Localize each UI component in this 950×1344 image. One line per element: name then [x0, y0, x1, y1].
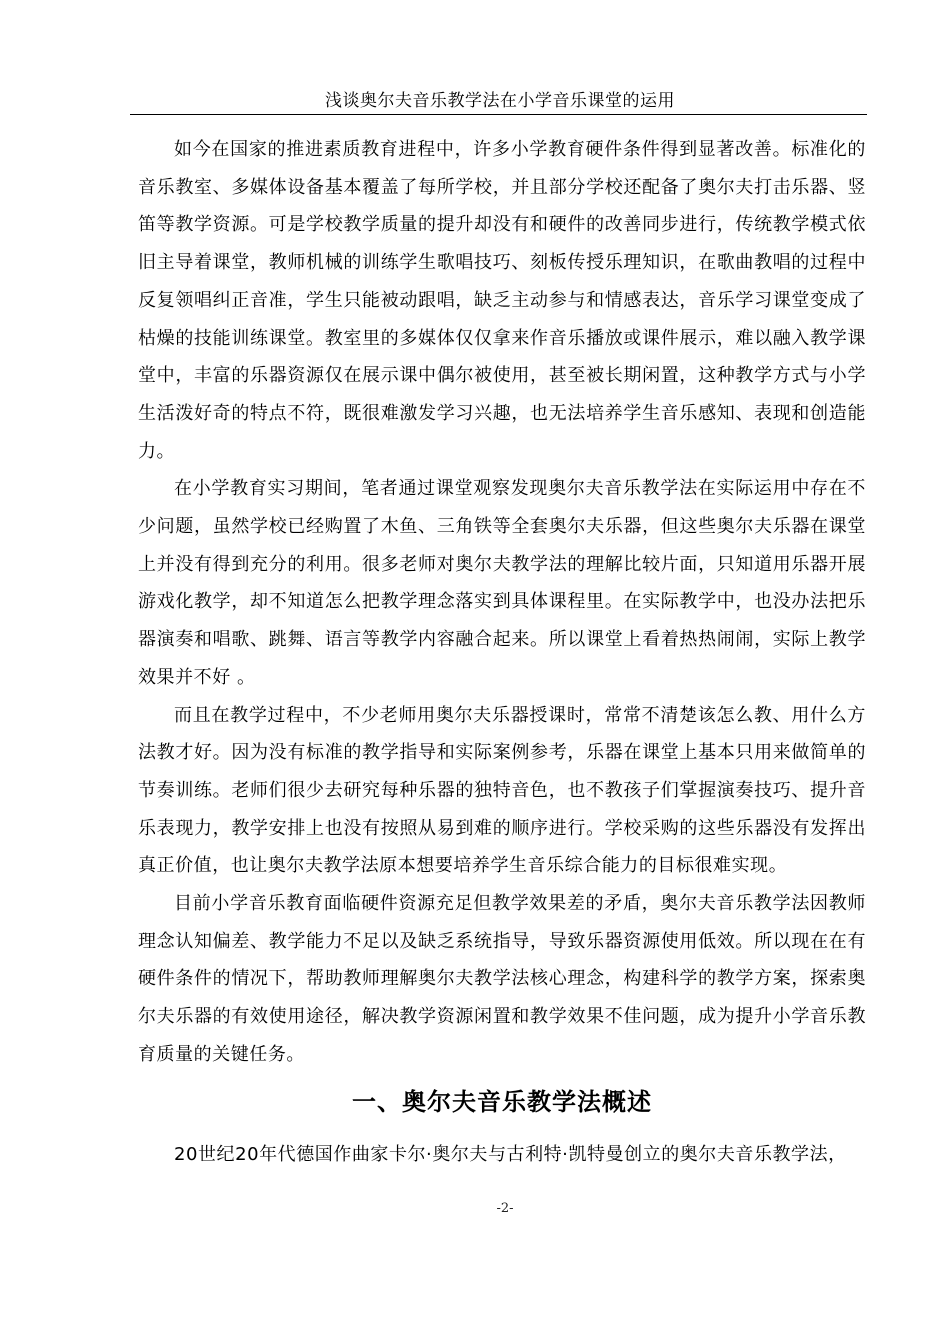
running-header: 浅谈奥尔夫音乐教学法在小学音乐课堂的运用: [325, 91, 675, 111]
header-rule: [130, 114, 867, 115]
paragraph-3: 而且在教学过程中，不少老师用奥尔夫乐器授课时，常常不清楚该怎么教、用什么方法教才好。因为没有标准的教学指导和实际案例参考，乐器在课堂上基本只用来做简单的节奏训练。老师们很少去研究每种乐器的独特音色，也不教孩子们掌握演奏技巧、提升音乐表现力，教学安排上也没有按照从易到难的顺序进行。学校采购的这些乐器没有发挥出真正价值，也让奥尔夫教学法原本想要培养学生音乐综合能力的目标很难实现。: [138, 704, 866, 877]
section-heading: 一、奥尔夫音乐教学法概述: [352, 1087, 652, 1116]
body-text: [138, 131, 866, 1173]
paragraph-2: 在小学教育实习期间，笔者通过课堂观察发现奥尔夫音乐教学法在实际运用中存在不少问题，虽然学校已经购置了木鱼、三角铁等全套奥尔夫乐器，但这些奥尔夫乐器在课堂上并没有得到充分的利用。很多老师对奥尔夫教学法的理解比较片面，只知道用乐器开展游戏化教学，却不知道怎么把教学理念落实到具体课程里。在实际教学中，也没办法把乐器演奏和唱歌、跳舞、语言等教学内容融合起来。所以课堂上看着热热闹闹，实际上教学效果并不好 。: [138, 478, 866, 688]
paragraph-1: 如今在国家的推进素质教育进程中，许多小学教育硬件条件得到显著改善。标准化的音乐教室、多媒体设备基本覆盖了每所学校，并且部分学校还配备了奥尔夫打击乐器、竖笛等教学资源。可是学校教学质量的提升却没有和硬件的改善同步进行，传统教学模式依旧主导着课堂，教师机械的训练学生歌唱技巧、刻板传授乐理知识，在歌曲教唱的过程中反复领唱纠正音准，学生只能被动跟唱，缺乏主动参与和情感表达，音乐学习课堂变成了枯燥的技能训练课堂。教室里的多媒体仅仅拿来作音乐播放或课件展示，难以融入教学课堂中，丰富的乐器资源仅在展示课中偶尔被使用，甚至被长期闲置，这种教学方式与小学生活泼好奇的特点不符，既很难激发学习兴趣，也无法培养学生音乐感知、表现和创造能力。: [138, 139, 866, 462]
paragraph-5: 20世纪20年代德国作曲家卡尔·奥尔夫与古利特·凯特曼创立的奥尔夫音乐教学法，: [174, 1143, 847, 1165]
paragraph-4: 目前小学音乐教育面临硬件资源充足但教学效果差的矛盾，奥尔夫音乐教学法因教师理念认知偏差、教学能力不足以及缺乏系统指导，导致乐器资源使用低效。所以现在在有硬件条件的情况下，帮助教师理解奥尔夫教学法核心理念，构建科学的教学方案，探索奥尔夫乐器的有效使用途径，解决教学资源闲置和教学效果不佳问题，成为提升小学音乐教育质量的关键任务。: [138, 893, 866, 1065]
page-number: -2-: [496, 1201, 514, 1216]
